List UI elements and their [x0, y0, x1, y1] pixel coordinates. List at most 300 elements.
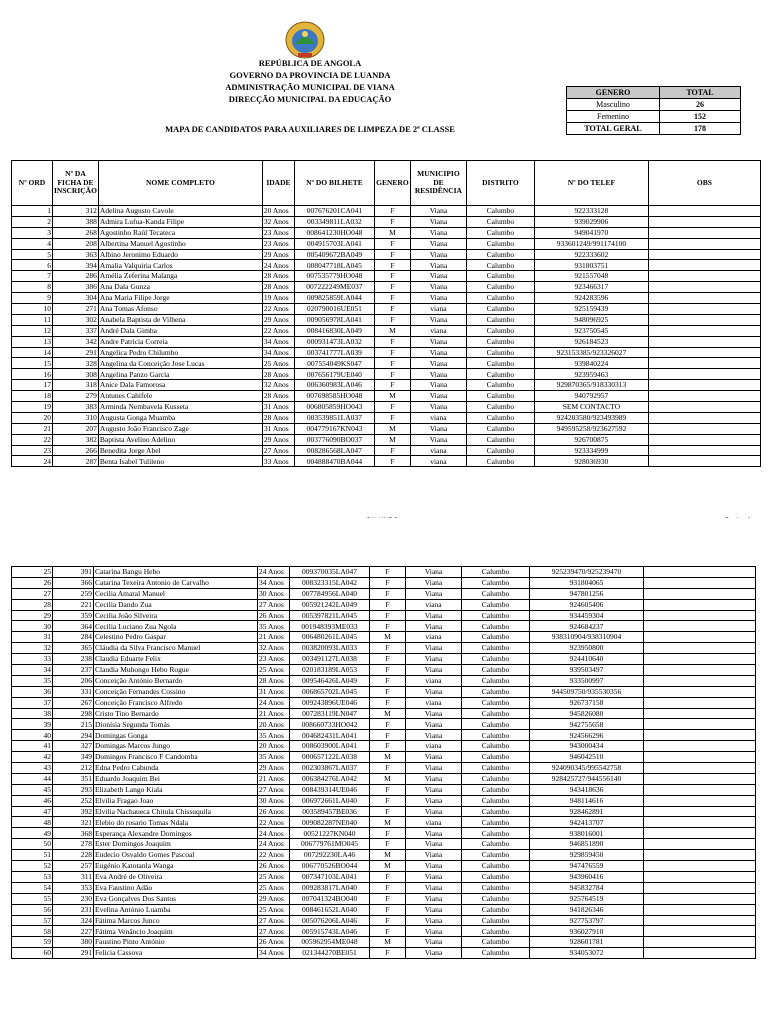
cell-ficha: 327 — [53, 741, 94, 752]
cell-telefone: 924203580/923493989 — [534, 412, 648, 423]
cell-distrito: Calumbo — [466, 358, 534, 369]
cell-telefone: 947476559 — [530, 861, 644, 872]
cell-ficha: 207 — [53, 423, 99, 434]
cell-bilhete: 004779167KN043 — [294, 423, 374, 434]
cell-nome: Fátima Marcos Junco — [94, 915, 258, 926]
cell-ord: 34 — [12, 665, 53, 676]
cell-telefone: 926700875 — [534, 434, 648, 445]
cell-ficha: 331 — [53, 686, 94, 697]
cell-idade: 24 Anos — [258, 828, 290, 839]
cell-ficha: 227 — [53, 926, 94, 937]
cell-ficha: 298 — [53, 708, 94, 719]
cell-genero: M — [370, 773, 406, 784]
cell-obs — [644, 643, 756, 654]
cell-municipio: Viana — [410, 358, 466, 369]
cell-bilhete: 005409672BA049 — [294, 249, 374, 260]
table-row — [12, 871, 756, 882]
table-row — [12, 369, 761, 380]
cell-obs — [648, 206, 760, 217]
cell-ficha: 228 — [53, 850, 94, 861]
cell-municipio: viana — [406, 741, 462, 752]
cell-nome: Amalia Valquiria Carlos — [98, 260, 262, 271]
cell-telefone: 922333128 — [534, 206, 648, 217]
cell-idade: 29 Anos — [262, 314, 294, 325]
cell-ficha: 359 — [53, 610, 94, 621]
col-header-ord: Nº ORD — [12, 161, 53, 206]
cell-telefone: 942755658 — [530, 719, 644, 730]
cell-municipio: Viana — [406, 839, 462, 850]
cell-bilhete: 006865702LA045 — [290, 686, 370, 697]
cell-ficha: 284 — [53, 632, 94, 643]
cell-nome: Claudia Muhongo Hebo Rogue — [94, 665, 258, 676]
cell-ord: 47 — [12, 806, 53, 817]
summary-value-masculino: 26 — [660, 99, 741, 111]
cell-obs — [648, 412, 760, 423]
page-gap — [0, 518, 768, 560]
cell-municipio: Viana — [410, 238, 466, 249]
cell-ficha: 221 — [53, 599, 94, 610]
cell-ord: 13 — [12, 336, 53, 347]
cell-distrito: Calumbo — [462, 784, 530, 795]
cell-ficha: 365 — [53, 643, 94, 654]
cell-genero: F — [370, 893, 406, 904]
table-row — [12, 741, 756, 752]
cell-genero: F — [370, 643, 406, 654]
cell-telefone: 943000434 — [530, 741, 644, 752]
table-row — [12, 730, 756, 741]
cell-telefone: 922333602 — [534, 249, 648, 260]
cell-idade: 27 Anos — [258, 926, 290, 937]
cell-obs — [644, 882, 756, 893]
cell-ficha: 257 — [53, 861, 94, 872]
table-row — [12, 216, 761, 227]
table-row — [12, 915, 756, 926]
cell-ficha: 310 — [53, 412, 99, 423]
cell-genero: F — [370, 828, 406, 839]
table-row — [12, 402, 761, 413]
cell-genero: M — [374, 423, 410, 434]
cell-telefone: 924684237 — [530, 621, 644, 632]
cell-genero: F — [374, 369, 410, 380]
cell-ord: 5 — [12, 249, 53, 260]
summary-label-femenino: Femenino — [567, 111, 660, 123]
cell-obs — [644, 784, 756, 795]
cell-nome: Cecilia João Silveira — [94, 610, 258, 621]
cell-ord: 12 — [12, 325, 53, 336]
cell-distrito: Calumbo — [462, 697, 530, 708]
cell-obs — [644, 654, 756, 665]
table-row — [12, 325, 761, 336]
cell-bilhete: 007698585HO048 — [294, 391, 374, 402]
cell-idade: 19 Anos — [262, 293, 294, 304]
cell-nome: Catarina Bangu Hebo — [94, 567, 258, 578]
table-row — [12, 599, 756, 610]
col-header-nome: NOME COMPLETO — [98, 161, 262, 206]
cell-genero: F — [374, 216, 410, 227]
table-row — [12, 314, 761, 325]
cell-idade: 25 Anos — [262, 358, 294, 369]
cell-obs — [644, 828, 756, 839]
cell-idade: 34 Anos — [262, 347, 294, 358]
cell-telefone: 942413707 — [530, 817, 644, 828]
cell-distrito: Calumbo — [466, 445, 534, 456]
cell-municipio: Viana — [410, 423, 466, 434]
table-row — [12, 643, 756, 654]
cell-nome: Elizabeth Lango Kiala — [94, 784, 258, 795]
cell-obs — [644, 665, 756, 676]
cell-telefone: 934459304 — [530, 610, 644, 621]
cell-bilhete: 007535779HO048 — [294, 271, 374, 282]
cell-bilhete: 004915703LA041 — [294, 238, 374, 249]
cell-ficha: 208 — [53, 238, 99, 249]
cell-obs — [648, 227, 760, 238]
table-row — [12, 948, 756, 959]
cell-telefone: 924410640 — [530, 654, 644, 665]
cell-nome: Fátima Venâncio Joaquim — [94, 926, 258, 937]
cell-bilhete: 006360983LA046 — [294, 380, 374, 391]
cell-genero: F — [374, 380, 410, 391]
cell-nome: Elebio do rosario Tomas Ndala — [94, 817, 258, 828]
cell-genero: F — [370, 806, 406, 817]
header-republic: REPÚBLICA DE ANGOLA — [258, 58, 362, 68]
table-row — [12, 391, 761, 402]
cell-ficha: 391 — [53, 567, 94, 578]
cell-nome: Benta Isabel Tulileno — [98, 456, 262, 467]
cell-bilhete: 003589457BE036 — [290, 806, 370, 817]
cell-distrito: Calumbo — [466, 260, 534, 271]
cell-distrito: Calumbo — [466, 402, 534, 413]
cell-ord: 44 — [12, 773, 53, 784]
cell-obs — [644, 752, 756, 763]
cell-obs — [648, 304, 760, 315]
cell-ord: 33 — [12, 654, 53, 665]
cell-distrito: Calumbo — [462, 937, 530, 948]
cell-ficha: 266 — [53, 445, 99, 456]
cell-nome: Ana Dala Gunza — [98, 282, 262, 293]
cell-telefone: 939503497 — [530, 665, 644, 676]
cell-distrito: Calumbo — [462, 882, 530, 893]
cell-idade: 24 Anos — [258, 697, 290, 708]
table-row — [12, 665, 756, 676]
cell-idade: 25 Anos — [258, 665, 290, 676]
cell-telefone: 925239470/925239470 — [530, 567, 644, 578]
col-header-distrito: DISTRITO — [466, 161, 534, 206]
cell-distrito: Calumbo — [462, 828, 530, 839]
cell-obs — [644, 893, 756, 904]
cell-nome: André Dala Gimba — [98, 325, 262, 336]
cell-bilhete: 000931473LA032 — [294, 336, 374, 347]
table-row — [12, 861, 756, 872]
cell-ord: 14 — [12, 347, 53, 358]
cell-ficha: 308 — [53, 369, 99, 380]
cell-bilhete: 006384276LA042 — [290, 773, 370, 784]
cell-distrito: Calumbo — [462, 904, 530, 915]
cell-genero: F — [370, 697, 406, 708]
cell-ficha: 353 — [53, 882, 94, 893]
cell-ficha: 368 — [53, 828, 94, 839]
cell-obs — [644, 621, 756, 632]
cell-ord: 42 — [12, 752, 53, 763]
cell-idade: 25 Anos — [258, 882, 290, 893]
cell-genero: F — [370, 577, 406, 588]
cell-telefone: 944509750/935530356 — [530, 686, 644, 697]
table-row — [12, 904, 756, 915]
cell-idade: 28 Anos — [262, 369, 294, 380]
cell-distrito: Calumbo — [466, 336, 534, 347]
cell-ord: 57 — [12, 915, 53, 926]
cell-municipio: Viana — [410, 293, 466, 304]
table-row — [12, 686, 756, 697]
cell-nome: Cristo Tino Bernardo — [94, 708, 258, 719]
table-row — [12, 708, 756, 719]
cell-ord: 58 — [12, 926, 53, 937]
cell-idade: 27 Anos — [258, 915, 290, 926]
cell-telefone: 943960416 — [530, 871, 644, 882]
cell-obs — [648, 369, 760, 380]
table-row — [12, 850, 756, 861]
cell-distrito: Calumbo — [462, 708, 530, 719]
cell-obs — [644, 577, 756, 588]
cell-genero: M — [370, 937, 406, 948]
cell-obs — [644, 806, 756, 817]
cell-municipio: Viana — [406, 752, 462, 763]
table-row — [12, 412, 761, 423]
cell-distrito: Calumbo — [462, 915, 530, 926]
col-header-municipio: MUNICIPIO DE RESIDÊNCIA — [410, 161, 466, 206]
cell-distrito: Calumbo — [462, 675, 530, 686]
cell-genero: F — [370, 904, 406, 915]
cell-nome: Anice Dala Famorosa — [98, 380, 262, 391]
cell-municipio: viana — [406, 675, 462, 686]
table-row — [12, 238, 761, 249]
cell-telefone: 928425727/944556140 — [530, 773, 644, 784]
cell-nome: Felicia Cassova — [94, 948, 258, 959]
cell-ord: 4 — [12, 238, 53, 249]
cell-bilhete: 006779761MO045 — [290, 839, 370, 850]
cell-telefone: 936027910 — [530, 926, 644, 937]
cell-idade: 24 Anos — [258, 839, 290, 850]
cell-obs — [644, 795, 756, 806]
cell-obs — [648, 445, 760, 456]
cell-bilhete: 007676201CA041 — [294, 206, 374, 217]
cell-idade: 27 Anos — [258, 599, 290, 610]
cell-idade: 21 Anos — [258, 773, 290, 784]
cell-distrito: Calumbo — [462, 730, 530, 741]
cell-ficha: 382 — [53, 434, 99, 445]
cell-obs — [644, 675, 756, 686]
cell-municipio: viana — [406, 599, 462, 610]
cell-idade: 30 Anos — [258, 588, 290, 599]
cell-idade: 29 Anos — [258, 763, 290, 774]
cell-genero: F — [374, 206, 410, 217]
col-header-bilhete: Nº DO BILHETE — [294, 161, 374, 206]
cell-nome: Eva André de Oliveira — [94, 871, 258, 882]
cell-genero: F — [370, 763, 406, 774]
cell-genero: F — [370, 795, 406, 806]
table-row — [12, 882, 756, 893]
cell-municipio: Viana — [406, 937, 462, 948]
table-row — [12, 271, 761, 282]
cell-ord: 1 — [12, 206, 53, 217]
cell-ficha: 318 — [53, 380, 99, 391]
cell-municipio: viana — [410, 325, 466, 336]
cell-telefone: 931803751 — [534, 260, 648, 271]
cell-nome: Eva Faustino Adão — [94, 882, 258, 893]
cell-municipio: viana — [410, 412, 466, 423]
cell-distrito: Calumbo — [462, 773, 530, 784]
cell-ficha: 268 — [53, 227, 99, 238]
table-row — [12, 282, 761, 293]
cell-idade: 20 Anos — [258, 719, 290, 730]
cell-idade: 25 Anos — [258, 904, 290, 915]
cell-idade: 31 Anos — [262, 423, 294, 434]
cell-municipio: Viana — [410, 260, 466, 271]
cell-ficha: 380 — [53, 937, 94, 948]
cell-telefone: SEM CONTACTO — [534, 402, 648, 413]
table-header-row — [12, 161, 761, 206]
cell-municipio: Viana — [406, 686, 462, 697]
cell-municipio: viana — [406, 817, 462, 828]
cell-ficha: 291 — [53, 347, 99, 358]
cell-ord: 55 — [12, 893, 53, 904]
cell-ficha: 259 — [53, 588, 94, 599]
cell-bilhete: 007347103LA041 — [290, 871, 370, 882]
cell-ord: 17 — [12, 380, 53, 391]
header-government: GOVERNO DA PROVINCIA DE LUANDA — [229, 70, 391, 80]
cell-bilhete: 008603900LA041 — [290, 741, 370, 752]
table-row — [12, 654, 756, 665]
cell-ord: 22 — [12, 434, 53, 445]
cell-ord: 35 — [12, 675, 53, 686]
cell-obs — [644, 697, 756, 708]
cell-nome: Celestino Pedro Gaspar — [94, 632, 258, 643]
cell-ord: 48 — [12, 817, 53, 828]
cell-nome: Cláudia da Silva Francisco Manuel — [94, 643, 258, 654]
cell-ord: 53 — [12, 871, 53, 882]
cell-telefone: 924090345/995542758 — [530, 763, 644, 774]
cell-nome: Albertina Manuel Agostinho — [98, 238, 262, 249]
cell-telefone: 931804065 — [530, 577, 644, 588]
cell-distrito: Calumbo — [462, 948, 530, 959]
cell-ord: 20 — [12, 412, 53, 423]
cell-municipio: Viana — [410, 271, 466, 282]
summary-label-masculino: Masculino — [567, 99, 660, 111]
cell-distrito: Calumbo — [462, 806, 530, 817]
cell-telefone: 946851890 — [530, 839, 644, 850]
cell-distrito: Calumbo — [462, 665, 530, 676]
cell-bilhete: 005915743LA046 — [290, 926, 370, 937]
cell-bilhete: 006805859HO043 — [294, 402, 374, 413]
cell-municipio: Viana — [406, 719, 462, 730]
table-row — [12, 567, 756, 578]
cell-distrito: Calumbo — [462, 850, 530, 861]
cell-ord: 59 — [12, 937, 53, 948]
cell-distrito: Calumbo — [466, 249, 534, 260]
cell-municipio: Viana — [406, 904, 462, 915]
cell-idade: 27 Anos — [258, 784, 290, 795]
cell-genero: F — [370, 675, 406, 686]
cell-ficha: 231 — [53, 904, 94, 915]
cell-nome: Eduardo Joaquim Bei — [94, 773, 258, 784]
cell-telefone: 945826080 — [530, 708, 644, 719]
cell-idade: 35 Anos — [258, 730, 290, 741]
cell-ord: 15 — [12, 358, 53, 369]
cell-ord: 60 — [12, 948, 53, 959]
cell-ficha: 349 — [53, 752, 94, 763]
cell-nome: Eugénio Katotanla Wanga — [94, 861, 258, 872]
cell-telefone: 925159439 — [534, 304, 648, 315]
cell-bilhete: 006770526BO044 — [290, 861, 370, 872]
cell-genero: F — [370, 741, 406, 752]
cell-idade: 23 Anos — [258, 654, 290, 665]
cell-obs — [644, 839, 756, 850]
cell-municipio: Viana — [406, 806, 462, 817]
cell-bilhete: 008047718LA045 — [294, 260, 374, 271]
col-header-idade: IDADE — [262, 161, 294, 206]
cell-ord: 40 — [12, 730, 53, 741]
cell-obs — [644, 567, 756, 578]
cell-municipio: Viana — [406, 763, 462, 774]
cell-obs — [648, 358, 760, 369]
cell-idade: 20 Anos — [258, 741, 290, 752]
cell-idade: 28 Anos — [262, 271, 294, 282]
cell-bilhete: 008416830LA049 — [294, 325, 374, 336]
cell-genero: F — [370, 599, 406, 610]
cell-obs — [644, 915, 756, 926]
cell-idade: 26 Anos — [258, 937, 290, 948]
cell-obs — [648, 434, 760, 445]
cell-distrito: Calumbo — [462, 861, 530, 872]
cell-idade: 28 Anos — [262, 412, 294, 423]
col-header-obs: OBS — [648, 161, 760, 206]
cell-ord: 21 — [12, 423, 53, 434]
cell-idade: 32 Anos — [258, 643, 290, 654]
table-row — [12, 358, 761, 369]
cell-municipio: Viana — [410, 336, 466, 347]
cell-ficha: 392 — [53, 806, 94, 817]
cell-genero: F — [370, 719, 406, 730]
cell-nome: Domingos Francisco F Candomba — [94, 752, 258, 763]
cell-obs — [644, 926, 756, 937]
cell-municipio: Viana — [406, 621, 462, 632]
cell-genero: F — [374, 358, 410, 369]
cell-idade: 34 Anos — [262, 336, 294, 347]
cell-distrito: Calumbo — [466, 434, 534, 445]
cell-distrito: Calumbo — [462, 926, 530, 937]
cell-distrito: Calumbo — [466, 216, 534, 227]
cell-distrito: Calumbo — [466, 227, 534, 238]
cell-obs — [648, 260, 760, 271]
cell-municipio: viana — [406, 697, 462, 708]
cell-bilhete: 009825859LA044 — [294, 293, 374, 304]
cell-idade: 30 Anos — [258, 795, 290, 806]
cell-ficha: 383 — [53, 402, 99, 413]
cell-obs — [648, 216, 760, 227]
candidates-table-continued — [11, 566, 756, 959]
cell-bilhete: 005397821LA045 — [290, 610, 370, 621]
cell-nome: Adelina Augusto Cavole — [98, 206, 262, 217]
cell-genero: F — [370, 784, 406, 795]
cell-bilhete: 008323315LA042 — [290, 577, 370, 588]
cell-bilhete: 000657122LA038 — [290, 752, 370, 763]
cell-bilhete: 007292230LA46 — [290, 850, 370, 861]
cell-idade: 22 Anos — [262, 325, 294, 336]
cell-genero: F — [370, 610, 406, 621]
cell-ord: 46 — [12, 795, 53, 806]
summary-header-genero: GENERO — [567, 87, 660, 99]
cell-municipio: viana — [410, 304, 466, 315]
cell-obs — [648, 380, 760, 391]
